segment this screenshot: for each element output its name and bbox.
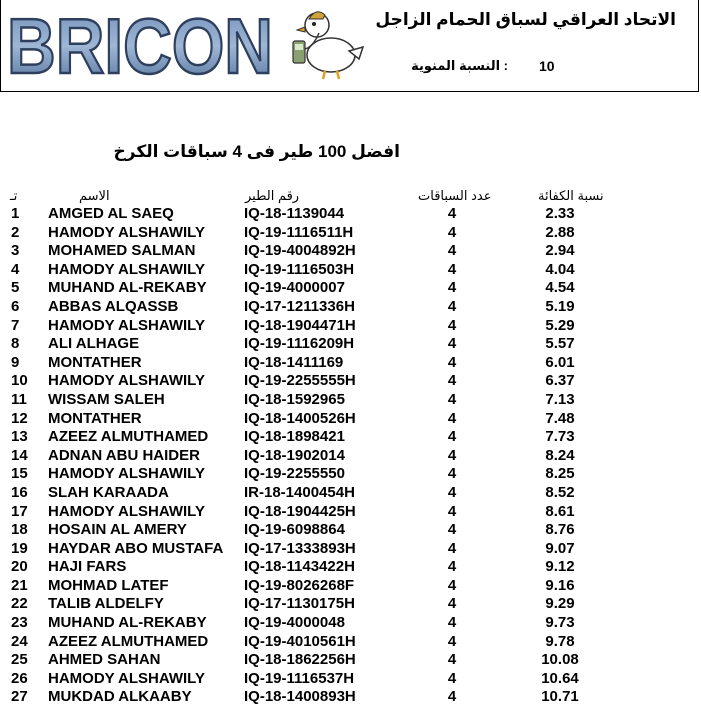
owner-name: ABBAS ALQASSB bbox=[48, 297, 179, 315]
row-number: 25 bbox=[11, 651, 28, 669]
ring-number: IQ-19-2255550 bbox=[244, 465, 345, 483]
owner-name: ALI ALHAGE bbox=[48, 335, 140, 353]
ring-number: IQ-19-1116503H bbox=[244, 260, 355, 278]
row-number: 15 bbox=[11, 465, 28, 483]
table-row bbox=[0, 465, 701, 484]
races-count: 4 bbox=[447, 483, 457, 501]
races-count: 4 bbox=[447, 539, 457, 557]
owner-name: SLAH KARAADA bbox=[48, 483, 169, 501]
ring-number: IQ-17-1130175H bbox=[244, 595, 355, 613]
owner-name: MOHMAD LATEF bbox=[48, 576, 169, 594]
races-count: 4 bbox=[447, 428, 457, 446]
ring-number: IQ-18-1862256H bbox=[244, 651, 356, 669]
efficiency-ratio: 4.04 bbox=[545, 260, 575, 278]
owner-name: WISSAM SALEH bbox=[48, 390, 165, 408]
efficiency-ratio: 9.73 bbox=[545, 614, 575, 632]
table-row bbox=[0, 558, 701, 577]
table-row bbox=[0, 688, 701, 707]
efficiency-ratio: 8.76 bbox=[545, 521, 575, 539]
efficiency-ratio: 9.07 bbox=[545, 539, 575, 557]
owner-name: AHMED SAHAN bbox=[48, 651, 161, 669]
table-row bbox=[0, 372, 701, 391]
table-row bbox=[0, 521, 701, 540]
row-number: 27 bbox=[11, 688, 28, 706]
owner-name: TALIB ALDELFY bbox=[48, 595, 164, 613]
table-row bbox=[0, 595, 701, 614]
results-table bbox=[0, 205, 701, 707]
efficiency-ratio: 4.54 bbox=[545, 279, 575, 297]
races-count: 4 bbox=[447, 595, 457, 613]
efficiency-ratio: 2.94 bbox=[545, 242, 575, 260]
ring-number: IQ-19-4000048 bbox=[244, 614, 345, 632]
row-number: 14 bbox=[11, 446, 28, 464]
owner-name: ADNAN ABU HAIDER bbox=[48, 446, 200, 464]
row-number: 11 bbox=[11, 390, 27, 408]
row-number: 8 bbox=[11, 335, 20, 353]
bricon-logo bbox=[5, 2, 275, 90]
table-row bbox=[0, 410, 701, 429]
table-row bbox=[0, 335, 701, 354]
table-row bbox=[0, 298, 701, 317]
ring-number: IQ-17-1211336H bbox=[244, 297, 355, 315]
ring-number: IQ-18-1898421 bbox=[244, 428, 345, 446]
table-row bbox=[0, 428, 701, 447]
ring-number: IQ-19-4000007 bbox=[244, 279, 345, 297]
efficiency-ratio: 7.73 bbox=[545, 428, 575, 446]
efficiency-ratio: 7.48 bbox=[545, 409, 575, 427]
efficiency-ratio: 2.88 bbox=[545, 223, 575, 241]
table-row bbox=[0, 503, 701, 522]
owner-name: MOHAMED SALMAN bbox=[48, 242, 196, 260]
header-box bbox=[0, 0, 699, 92]
column-header-ring: رقم الطير bbox=[245, 188, 300, 203]
races-count: 4 bbox=[447, 353, 457, 371]
ring-number: IQ-19-4010561H bbox=[244, 632, 356, 650]
table-row bbox=[0, 633, 701, 652]
owner-name: HAMODY ALSHAWILY bbox=[48, 502, 205, 520]
owner-name: HAJI FARS bbox=[48, 558, 127, 576]
ring-number: IQ-18-1143422H bbox=[244, 558, 355, 576]
row-number: 10 bbox=[11, 372, 28, 390]
races-count: 4 bbox=[447, 260, 457, 278]
row-number: 20 bbox=[11, 558, 28, 576]
table-row bbox=[0, 242, 701, 261]
owner-name: HAYDAR ABO MUSTAFA bbox=[48, 539, 224, 557]
percent-value: 10 bbox=[539, 58, 555, 74]
efficiency-ratio: 8.24 bbox=[545, 446, 575, 464]
row-number: 6 bbox=[11, 297, 20, 315]
owner-name: HAMODY ALSHAWILY bbox=[48, 465, 205, 483]
races-count: 4 bbox=[447, 205, 457, 222]
races-count: 4 bbox=[447, 279, 457, 297]
table-row bbox=[0, 317, 701, 336]
efficiency-ratio: 9.12 bbox=[545, 558, 575, 576]
efficiency-ratio: 6.37 bbox=[545, 372, 575, 390]
efficiency-ratio: 9.29 bbox=[545, 595, 575, 613]
logo-wordmark: BRICON bbox=[7, 2, 273, 90]
efficiency-ratio: 7.13 bbox=[545, 390, 575, 408]
efficiency-ratio: 6.01 bbox=[545, 353, 575, 371]
races-count: 4 bbox=[447, 372, 457, 390]
races-count: 4 bbox=[447, 521, 457, 539]
efficiency-ratio: 5.19 bbox=[545, 297, 575, 315]
efficiency-ratio: 9.78 bbox=[545, 632, 575, 650]
row-number: 1 bbox=[11, 205, 20, 222]
row-number: 16 bbox=[11, 483, 28, 501]
races-count: 4 bbox=[447, 223, 457, 241]
ring-number: IQ-18-1904471H bbox=[244, 316, 356, 334]
table-row bbox=[0, 614, 701, 633]
races-count: 4 bbox=[447, 614, 457, 632]
row-number: 4 bbox=[11, 260, 20, 278]
owner-name: HAMODY ALSHAWILY bbox=[48, 316, 205, 334]
efficiency-ratio: 5.29 bbox=[545, 316, 575, 334]
races-count: 4 bbox=[447, 446, 457, 464]
table-row bbox=[0, 447, 701, 466]
row-number: 22 bbox=[11, 595, 28, 613]
row-number: 13 bbox=[11, 428, 28, 446]
ring-number: IQ-19-4004892H bbox=[244, 242, 356, 260]
table-row bbox=[0, 391, 701, 410]
owner-name: HAMODY ALSHAWILY bbox=[48, 260, 205, 278]
table-row bbox=[0, 354, 701, 373]
races-count: 4 bbox=[447, 242, 457, 260]
owner-name: HOSAIN AL AMERY bbox=[48, 521, 187, 539]
ring-number: IQ-18-1400526H bbox=[244, 409, 356, 427]
races-count: 4 bbox=[447, 688, 457, 706]
ring-number: IQ-19-1116511H bbox=[244, 223, 354, 241]
table-row bbox=[0, 279, 701, 298]
row-number: 17 bbox=[11, 502, 28, 520]
table-row bbox=[0, 205, 701, 224]
efficiency-ratio: 8.61 bbox=[545, 502, 575, 520]
column-header-name: الاسم bbox=[79, 188, 110, 203]
efficiency-ratio: 8.25 bbox=[545, 465, 575, 483]
ring-number: IQ-18-1139044 bbox=[244, 205, 345, 222]
pigeon-mascot-icon bbox=[283, 3, 365, 81]
owner-name: HAMODY ALSHAWILY bbox=[48, 372, 205, 390]
row-number: 26 bbox=[11, 669, 28, 687]
page-heading: افضل 100 طير فى 4 سباقات الكرخ bbox=[113, 142, 400, 161]
column-header-num: تـ bbox=[10, 188, 18, 203]
ring-number: IQ-19-8026268F bbox=[244, 576, 355, 594]
ring-number: IR-18-1400454H bbox=[244, 483, 355, 501]
org-title: الاتحاد العراقي لسباق الحمام الزاجل bbox=[375, 10, 676, 29]
owner-name: MUHAND AL-REKABY bbox=[48, 614, 207, 632]
row-number: 2 bbox=[11, 223, 20, 241]
ring-number: IQ-18-1904425H bbox=[244, 502, 356, 520]
owner-name: MUHAND AL-REKABY bbox=[48, 279, 207, 297]
ring-number: IQ-17-1333893H bbox=[244, 539, 356, 557]
efficiency-ratio: 5.57 bbox=[545, 335, 575, 353]
ring-number: IQ-19-1116209H bbox=[244, 335, 355, 353]
races-count: 4 bbox=[447, 390, 457, 408]
races-count: 4 bbox=[447, 558, 457, 576]
races-count: 4 bbox=[447, 297, 457, 315]
table-row bbox=[0, 261, 701, 280]
owner-name: MONTATHER bbox=[48, 409, 142, 427]
row-number: 18 bbox=[11, 521, 28, 539]
races-count: 4 bbox=[447, 335, 457, 353]
ring-number: IQ-18-1902014 bbox=[244, 446, 345, 464]
row-number: 12 bbox=[11, 409, 28, 427]
races-count: 4 bbox=[447, 669, 457, 687]
owner-name: MONTATHER bbox=[48, 353, 142, 371]
efficiency-ratio: 9.16 bbox=[545, 576, 575, 594]
column-header-races: عدد السباقات bbox=[418, 188, 492, 203]
races-count: 4 bbox=[447, 502, 457, 520]
ring-number: IQ-19-6098864 bbox=[244, 521, 345, 539]
races-count: 4 bbox=[447, 651, 457, 669]
owner-name: HAMODY ALSHAWILY bbox=[48, 223, 205, 241]
ring-number: IQ-18-1592965 bbox=[244, 390, 345, 408]
owner-name: HAMODY ALSHAWILY bbox=[48, 669, 205, 687]
owner-name: AZEEZ ALMUTHAMED bbox=[48, 632, 209, 650]
row-number: 24 bbox=[11, 632, 28, 650]
ring-number: IQ-18-1400893H bbox=[244, 688, 356, 706]
races-count: 4 bbox=[447, 316, 457, 334]
column-header-efficiency: نسبة الكفائة bbox=[538, 188, 604, 203]
table-row bbox=[0, 577, 701, 596]
races-count: 4 bbox=[447, 576, 457, 594]
row-number: 19 bbox=[11, 539, 28, 557]
table-row bbox=[0, 540, 701, 559]
owner-name: AMGED AL SAEQ bbox=[48, 205, 174, 222]
table-row bbox=[0, 670, 701, 689]
row-number: 23 bbox=[11, 614, 28, 632]
row-number: 21 bbox=[11, 576, 28, 594]
row-number: 9 bbox=[11, 353, 20, 371]
row-number: 7 bbox=[11, 316, 20, 334]
percent-label: : النسبة المنوية bbox=[411, 58, 508, 73]
row-number: 5 bbox=[11, 279, 20, 297]
races-count: 4 bbox=[447, 409, 457, 427]
table-row bbox=[0, 484, 701, 503]
efficiency-ratio: 10.71 bbox=[541, 688, 579, 706]
ring-number: IQ-18-1411169 bbox=[244, 353, 344, 371]
efficiency-ratio: 10.64 bbox=[541, 669, 579, 687]
efficiency-ratio: 2.33 bbox=[545, 205, 575, 222]
table-row bbox=[0, 651, 701, 670]
row-number: 3 bbox=[11, 242, 20, 260]
efficiency-ratio: 10.08 bbox=[541, 651, 579, 669]
races-count: 4 bbox=[447, 632, 457, 650]
table-row bbox=[0, 224, 701, 243]
owner-name: AZEEZ ALMUTHAMED bbox=[48, 428, 209, 446]
owner-name: MUKDAD ALKAABY bbox=[48, 688, 192, 706]
races-count: 4 bbox=[447, 465, 457, 483]
ring-number: IQ-19-1116537H bbox=[244, 669, 355, 687]
efficiency-ratio: 8.52 bbox=[545, 483, 575, 501]
ring-number: IQ-19-2255555H bbox=[244, 372, 356, 390]
